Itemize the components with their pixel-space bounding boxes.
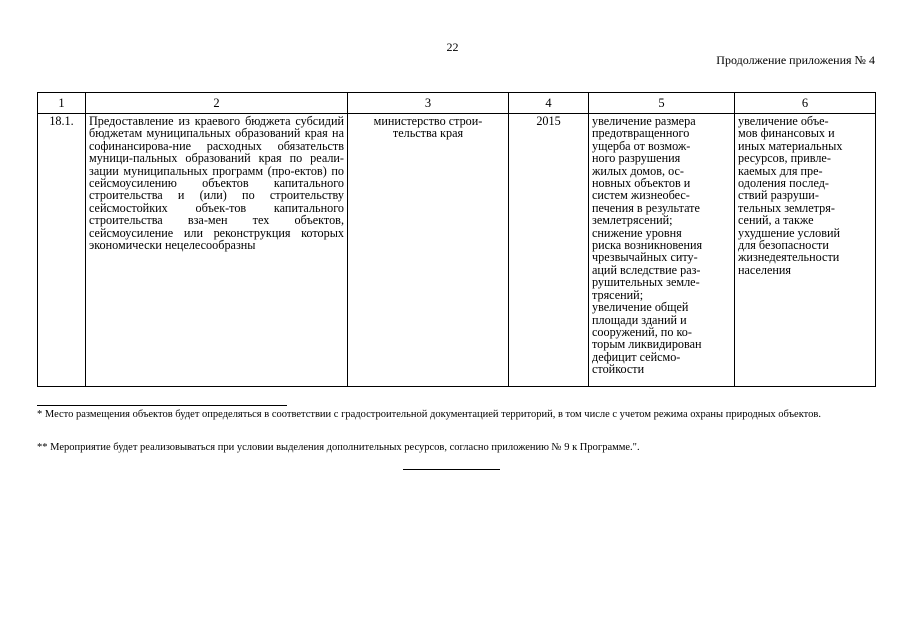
page-number: 22 <box>446 40 459 54</box>
column-header-4: 4 <box>509 93 589 114</box>
non-implementation-consequence: увеличение объе- мов финансовых и иных материальных ресурсов, привле- каемых для пре- одоления послед- ствий разруши- тельных землетря- сений, а также ухудшение условий для безопасности жизнедеятельности населения <box>735 114 876 387</box>
table-header-row <box>38 93 876 114</box>
row-number: 18.1. <box>38 114 86 387</box>
column-header-2: 2 <box>86 93 348 114</box>
end-separator <box>403 469 500 470</box>
responsible-executor: министерство строи- тельства края <box>348 114 509 387</box>
appendix-continuation-label: Продолжение приложения № 4 <box>716 53 875 67</box>
column-header-6: 6 <box>735 93 876 114</box>
column-header-5: 5 <box>589 93 735 114</box>
column-header-1: 1 <box>38 93 86 114</box>
footnote-2: ** Мероприятие будет реализовываться при условии выделения дополнительных ресурсов, согласно приложению № 9 к Программе.". <box>37 442 640 453</box>
measure-description: Предоставление из краевого бюджета субсидий бюджетам муниципальных образований края на софинансирова-ние расходных обязательств муници-пальных образований края по реали-зации муниципальных программ (про-ектов) по сейсмоусилению объектов капитального строительства и (или) по строительству сейсмостойких объек-тов капитального строительства вза-мен тех объектов, сейсмоусиление или реконструкция которых экономически нецелесообразны <box>86 114 348 387</box>
column-header-3: 3 <box>348 93 509 114</box>
expected-result: увеличение размера предотвращенного ущерба от возмож- ного разрушения жилых домов, ос- новных объектов и систем жизнеобес- печения в результате землетрясений; снижение уровня риска возникновения чрезвычайных ситу- аций вследствие раз- рушительных земле- трясений; увеличение общей площади зданий и сооружений, по ко- торым ликвидирован дефицит сейсмо- стойкости <box>589 114 735 387</box>
table-row <box>38 114 876 387</box>
program-table <box>37 92 876 387</box>
footnote-1: * Место размещения объектов будет определяться в соответствии с градостроительной документацией территорий, в том числе с учетом режима охраны природных объектов. <box>37 409 821 420</box>
implementation-year: 2015 <box>509 114 589 387</box>
footnote-separator <box>37 405 287 406</box>
